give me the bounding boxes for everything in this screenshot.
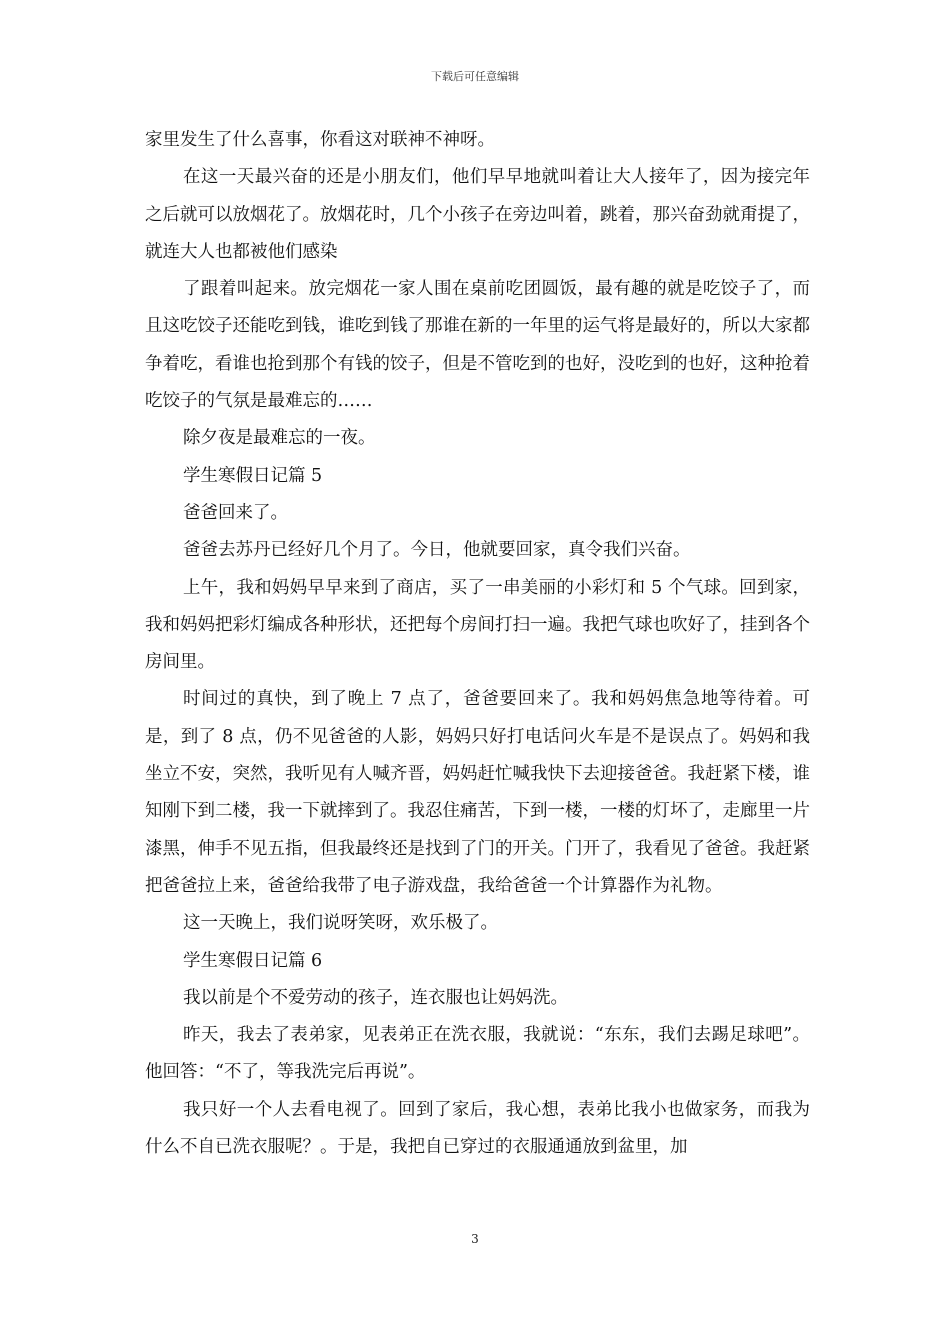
paragraph: 爸爸回来了。 <box>183 502 288 523</box>
paragraph: 时间过的真快，到了晚上 7 点了，爸爸要回来了。我和妈妈焦急地等待着。可是，到了 8 点，仍不见爸爸的人影，妈妈只好打电话问火车是不是误点了。妈妈和我坐立不安，突然，我听见有人喊齐晋，妈妈赶忙喊我快下去迎接爸爸。我赶紧下楼，谁知刚下到二楼，我一下就摔到了。我忍住痛苦，下到一楼，一楼的灯坏了，走廊里一片漆黑，伸手不见五指，但我最终还是找到了门的开关。门开了，我看见了爸爸。我赶紧把爸爸拉上来，爸爸给我带了电子游戏盘，我给爸爸一个计算器作为礼物。 <box>145 689 810 896</box>
page-header: 下载后可任意编辑 <box>431 70 519 83</box>
paragraph: 家里发生了什么喜事，你看这对联神不神呀。 <box>145 130 495 150</box>
page-number: 3 <box>471 1232 479 1246</box>
paragraph: 除夕夜是最难忘的一夜。 <box>183 428 376 449</box>
paragraph: 我只好一个人去看电视了。回到了家后，我心想，表弟比我小也做家务，而我为什么不自已洗衣服呢？。于是，我把自已穿过的衣服通通放到盆里，加 <box>145 1099 810 1158</box>
section-heading: 学生寒假日记篇 6 <box>183 950 323 971</box>
paragraph: 在这一天最兴奋的还是小朋友们，他们早早地就叫着让大人接年了，因为接完年之后就可以放烟花了。放烟花时，几个小孩子在旁边叫着，跳着，那兴奋劲就甭提了，就连大人也都被他们感染 <box>145 167 810 262</box>
document-body <box>145 122 810 1166</box>
paragraph: 我以前是个不爱劳动的孩子，连衣服也让妈妈洗。 <box>183 987 568 1008</box>
section-heading: 学生寒假日记篇 5 <box>183 465 323 486</box>
paragraph: 昨天，我去了表弟家，见表弟正在洗衣服，我就说：“东东，我们去踢足球吧”。他回答：“不了，等我洗完后再说”。 <box>145 1025 810 1083</box>
paragraph: 上午，我和妈妈早早来到了商店，买了一串美丽的小彩灯和 5 个气球。回到家，我和妈妈把彩灯编成各种形状，还把每个房间打扫一遍。我把气球也吹好了，挂到各个房间里。 <box>145 577 810 673</box>
paragraph: 了跟着叫起来。放完烟花一家人围在桌前吃团圆饭，最有趣的就是吃饺子了，而且这吃饺子还能吃到钱，谁吃到钱了那谁在新的一年里的运气将是最好的，所以大家都争着吃，看谁也抢到那个有钱的饺子，但是不管吃到的也好，没吃到的也好，这种抢着吃饺子的气氛是最难忘的…… <box>145 279 810 412</box>
paragraph: 爸爸去苏丹已经好几个月了。今日，他就要回家，真令我们兴奋。 <box>183 540 691 561</box>
paragraph: 这一天晚上，我们说呀笑呀，欢乐极了。 <box>183 913 498 934</box>
